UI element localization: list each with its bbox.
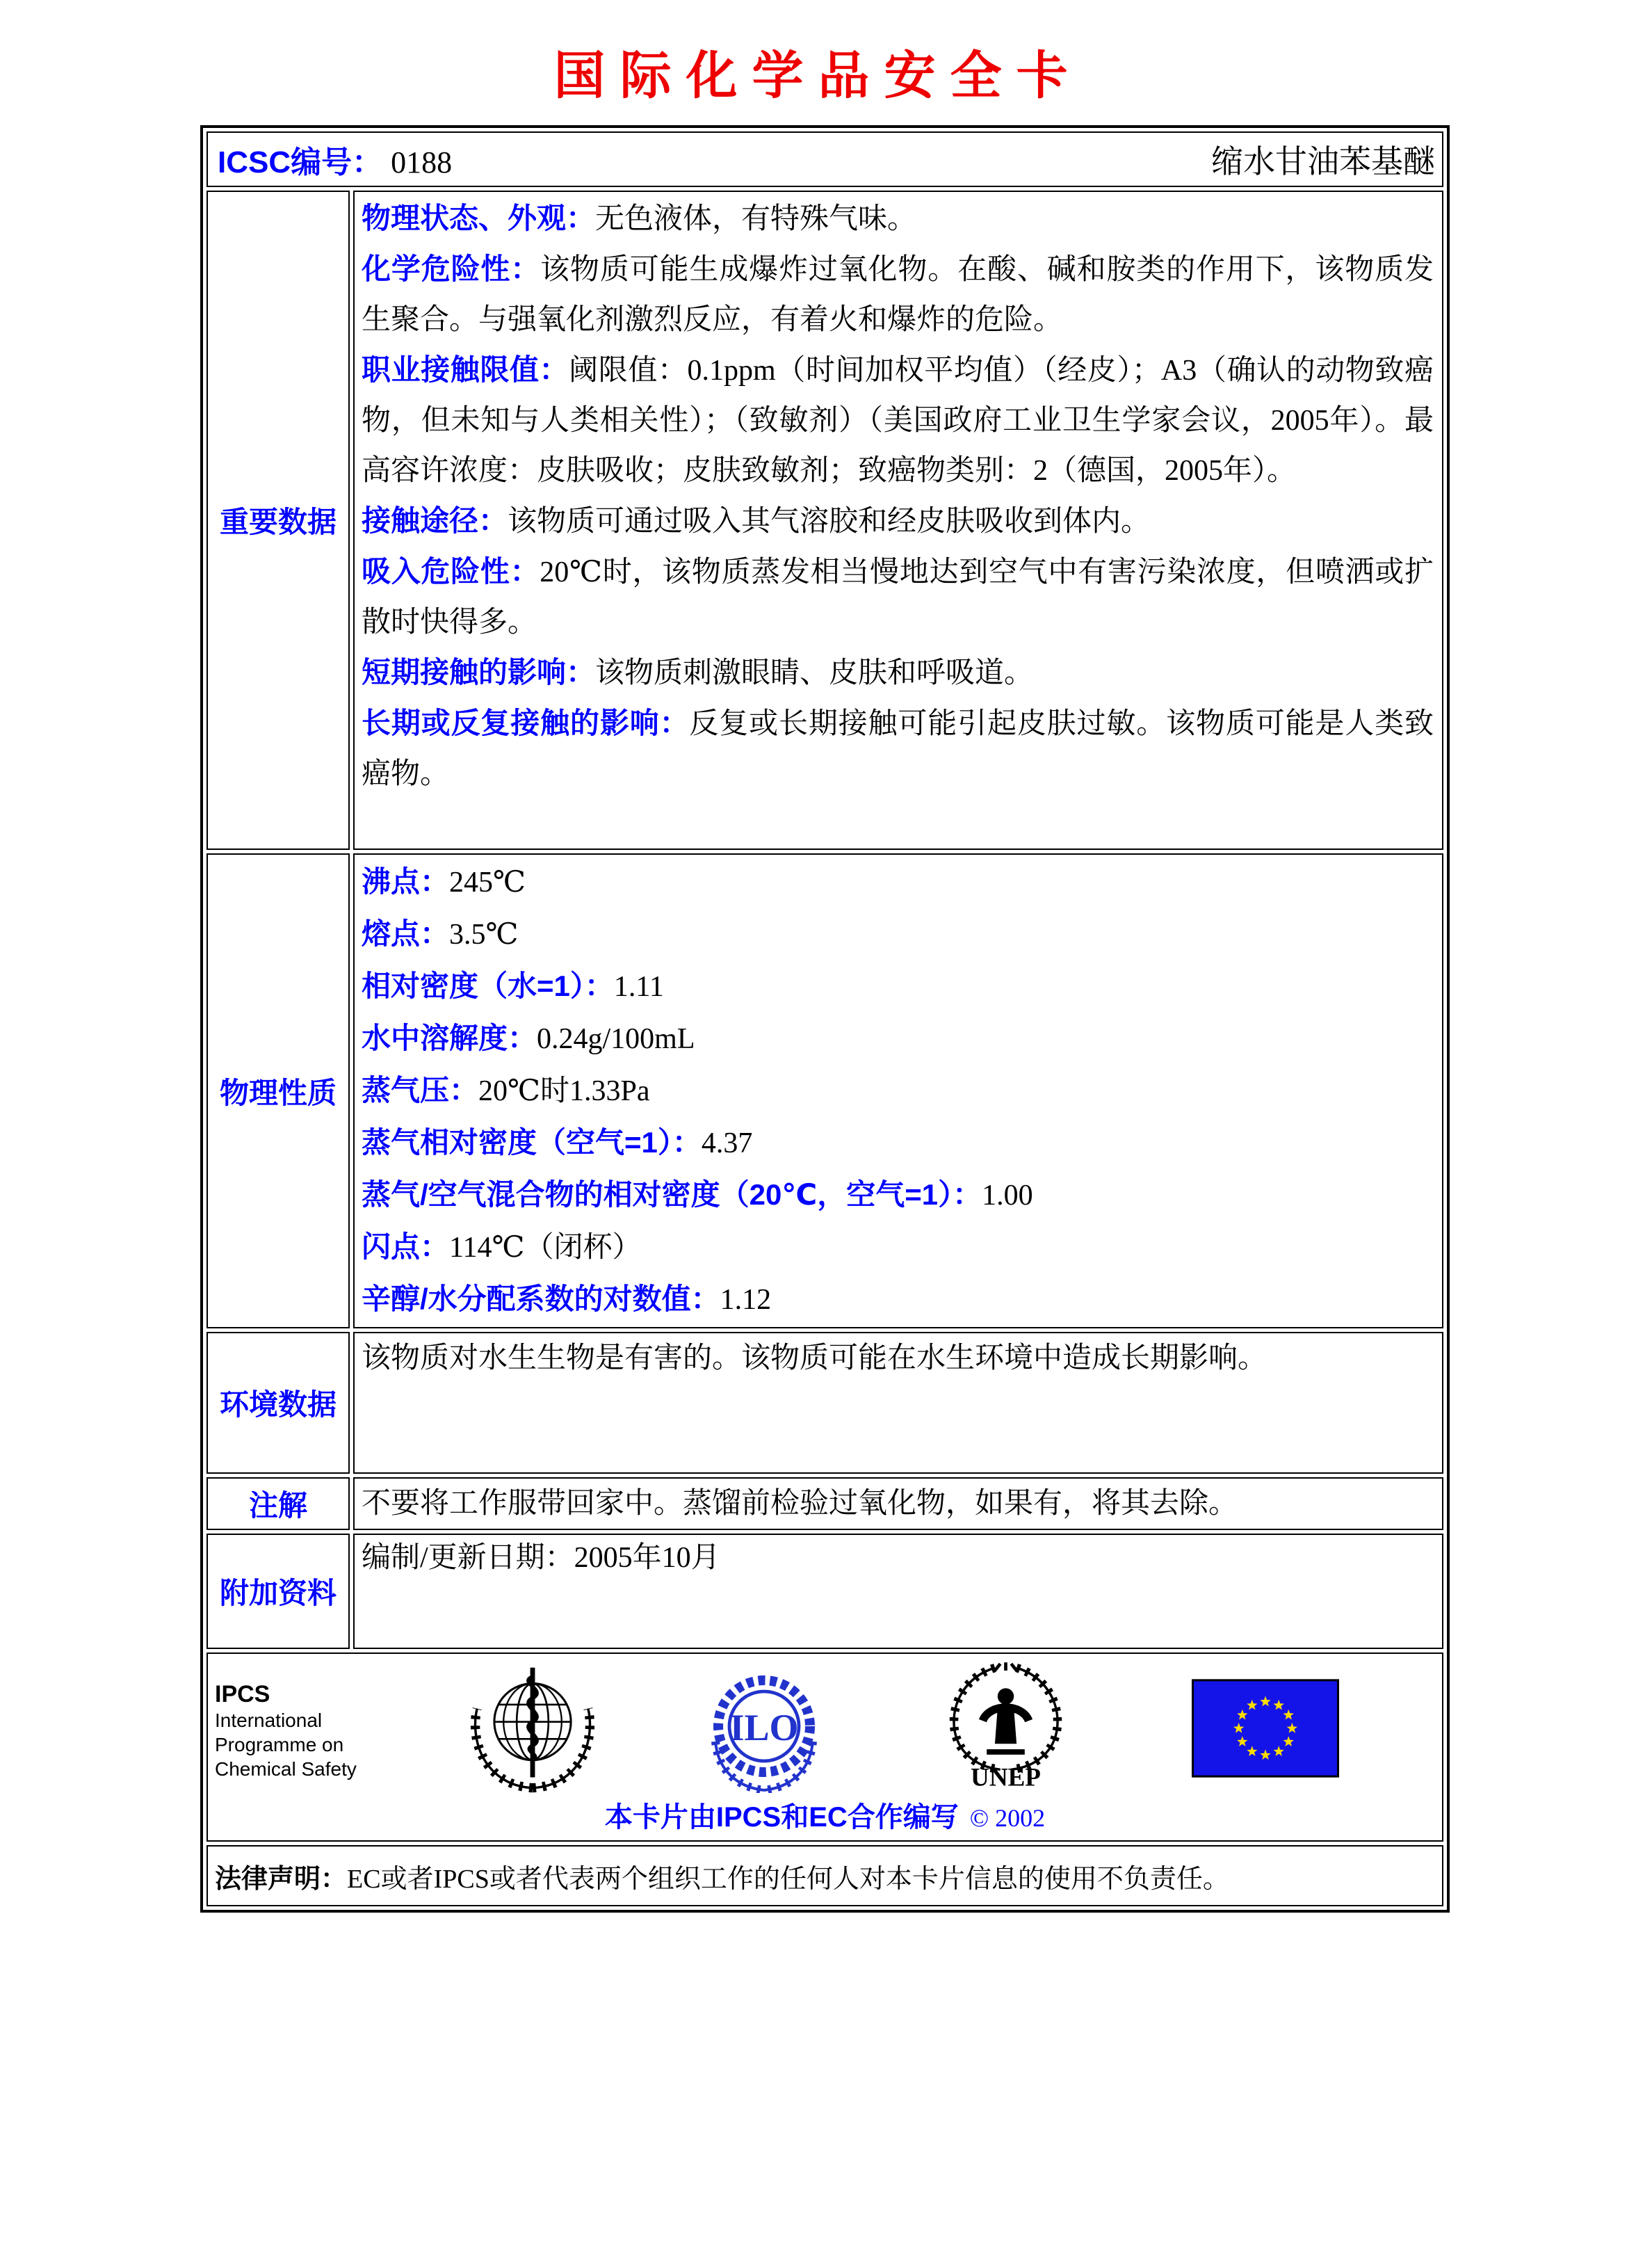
physical-properties-content [353,853,1443,1328]
section-label-text: 附加资料 [219,1577,337,1609]
logos-cell [206,1652,1443,1842]
section-label-text: 注解 [248,1489,307,1522]
unep-letters: UNEP [971,1763,1041,1789]
section-label-physical-properties [206,853,350,1328]
ipcs-subtitle-line: Chemical Safety [215,1758,357,1780]
field-value: 无色液体，有特殊气味。 [595,203,917,235]
who-logo-icon [467,1661,599,1800]
field-value: 20℃时，该物质蒸发相当慢地达到空气中有害污染浓度，但喷洒或扩散时快得多。 [362,556,1434,638]
unep-logo-icon [938,1659,1074,1789]
field-short-term-effects [362,648,1434,698]
ipcs-title: IPCS [215,1681,270,1707]
environmental-data-row [206,1332,1443,1474]
additional-info-row [206,1534,1443,1649]
field-value: 1.11 [613,971,664,1003]
notes-row [206,1477,1443,1530]
legal-row [206,1845,1443,1906]
page-title: 国际化学品安全卡 [553,48,1083,105]
notes-text: 不要将工作服带回家中。蒸馏前检验过氧化物，如果有，将其去除。 [362,1487,1238,1520]
section-label-environmental-data [206,1332,350,1474]
icsc-document-page [0,35,1636,2268]
field-vapour-pressure [362,1065,1434,1117]
ilo-letters: ILO [729,1707,799,1748]
field-label: 蒸气压： [362,1074,479,1107]
section-label-text: 环境数据 [219,1388,337,1421]
field-vapour-air-mixture-density [362,1169,1434,1221]
field-relative-density [362,960,1434,1013]
field-value: 该物质可能生成爆炸过氧化物。在酸、碱和胺类的作用下，该物质发生聚合。与强氧化剂激烈反应，有着火和爆炸的危险。 [362,254,1434,336]
field-value: 114℃（闭杯） [449,1232,642,1264]
field-octanol-water-partition [362,1273,1434,1326]
field-label: 熔点： [362,917,450,950]
icsc-number-label: ICSC编号： [218,145,383,179]
field-label: 闪点： [362,1230,450,1263]
field-value: 1.00 [982,1180,1033,1212]
physical-properties-row [206,853,1443,1328]
chemical-name: 缩水甘油苯基醚 [1211,144,1435,179]
important-data-row [206,191,1443,850]
environmental-data-content [353,1332,1443,1474]
field-chemical-dangers [362,244,1434,345]
field-label: 吸入危险性： [362,555,540,588]
field-long-term-effects [362,698,1434,799]
field-routes-of-exposure [362,496,1434,547]
field-label: 相对密度（水=1）： [362,970,614,1002]
ipcs-wordmark [215,1680,423,1781]
field-flash-point [362,1221,1434,1273]
field-vapour-relative-density [362,1117,1434,1169]
additional-info-text: 编制/更新日期：2005年10月 [362,1542,720,1574]
field-label: 蒸气相对密度（空气=1）： [362,1126,702,1159]
legal-cell [206,1845,1443,1906]
section-label-important-data [206,191,350,850]
ipcs-subtitle-line: International [215,1710,323,1731]
field-label: 职业接触限值： [362,353,569,386]
notes-content [353,1477,1443,1530]
field-label: 长期或反复接触的影响： [362,707,690,739]
header-cell [206,131,1443,187]
additional-info-content [353,1534,1443,1649]
field-value: 3.5℃ [449,919,519,951]
field-label: 水中溶解度： [362,1022,537,1054]
field-value: 1.12 [720,1284,772,1316]
field-water-solubility [362,1013,1434,1065]
field-value: 该物质刺激眼睛、皮肤和呼吸道。 [595,657,1034,689]
header-row [206,131,1443,187]
important-data-content [353,191,1443,850]
copyright-text: © 2002 [969,1804,1046,1832]
section-label-additional-info [206,1534,350,1649]
ilo-logo-icon [695,1669,834,1793]
field-value: 阈限值：0.1ppm（时间加权平均值）（经皮）；A3（确认的动物致癌物，但未知与人类相关性）；（致敏剂）（美国政府工业卫生学家会议，2005年）。最高容许浓度：皮肤吸收；皮肤致敏剂；致癌物类别：2（德国，2005年）。 [362,355,1434,487]
icsc-number-value: 0188 [391,145,453,179]
field-label: 辛醇/水分配系数的对数值： [362,1282,720,1315]
field-value: 0.24g/100mL [537,1023,695,1055]
field-label: 沸点： [362,865,450,898]
eu-flag-icon [1192,1679,1339,1778]
logos-row [206,1652,1443,1842]
field-label: 化学危险性： [362,252,541,285]
field-label: 短期接触的影响： [362,656,596,689]
field-occupational-exposure-limits [362,345,1434,496]
legal-text: EC或者IPCS或者代表两个组织工作的任何人对本卡片信息的使用不负责任。 [347,1864,1229,1894]
field-value: 该物质可通过吸入其气溶胶和经皮肤吸收到体内。 [508,506,1151,538]
field-value: 20℃时1.33Pa [478,1075,650,1107]
field-value: 反复或长期接触可能引起皮肤过敏。该物质可能是人类致癌物。 [362,708,1434,790]
section-label-notes [206,1477,350,1530]
legal-label: 法律声明： [215,1864,348,1894]
field-melting-point [362,908,1434,960]
section-label-text: 重要数据 [219,506,337,538]
field-physical-state [362,193,1434,244]
field-label: 接触途径： [362,504,508,537]
section-label-text: 物理性质 [219,1076,337,1109]
icsc-card-table [200,125,1450,1913]
field-label: 蒸气/空气混合物的相对密度（20℃，空气=1）： [362,1178,982,1211]
field-boiling-point [362,856,1434,908]
environmental-data-text: 该物质对水生生物是有害的。该物质可能在水生环境中造成长期影响。 [362,1342,1268,1374]
credit-text: 本卡片由IPCS和EC合作编写 [604,1802,959,1833]
field-value: 245℃ [449,867,526,899]
field-value: 4.37 [701,1127,753,1159]
field-inhalation-risk [362,547,1434,648]
ipcs-subtitle-line: Programme on [215,1734,344,1755]
field-label: 物理状态、外观： [362,202,596,234]
credit-line [208,1795,1442,1835]
icsc-number-group [218,137,452,182]
